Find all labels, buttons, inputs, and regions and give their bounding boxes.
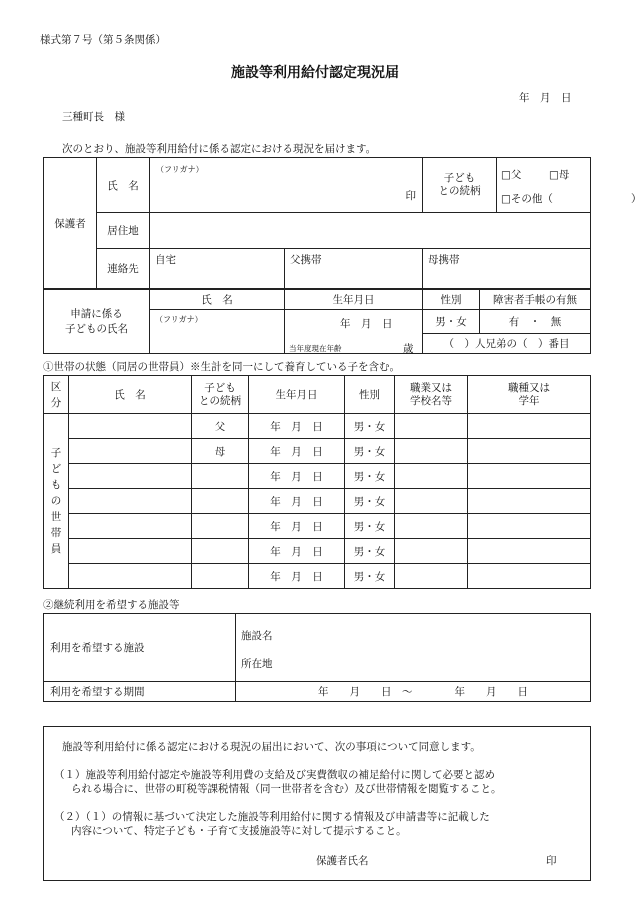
col-type-2: 学年 — [518, 394, 540, 407]
table-row — [44, 464, 591, 489]
member-name[interactable] — [69, 489, 192, 514]
child-name-header: 氏 名 — [150, 290, 285, 310]
facility-table — [43, 613, 591, 702]
child-dob-value: 年 月 日 — [340, 318, 393, 330]
member-dob[interactable]: 年 月 日 — [249, 514, 345, 539]
signer-seal: 印 — [546, 855, 557, 867]
desired-facility-field[interactable] — [236, 614, 591, 682]
member-relation[interactable] — [192, 489, 249, 514]
table-row — [44, 414, 591, 439]
child-disability-field[interactable]: 有 ・ 無 — [480, 310, 591, 334]
member-sex[interactable]: 男・女 — [345, 439, 395, 464]
member-type[interactable] — [468, 414, 591, 439]
intro-text: 次のとおり、施設等利用給付に係る認定における現況を届けます。 — [62, 143, 377, 155]
member-name[interactable] — [69, 514, 192, 539]
member-job[interactable] — [395, 489, 468, 514]
member-name[interactable] — [69, 539, 192, 564]
relation-options[interactable] — [497, 158, 642, 213]
guardian-furigana: （フリガナ） — [156, 165, 204, 174]
member-sex[interactable]: 男・女 — [345, 414, 395, 439]
relation-other-close: ） — [631, 193, 642, 205]
col-dob: 生年月日 — [249, 376, 345, 414]
guardian-section-label: 保護者 — [44, 158, 97, 289]
member-name[interactable] — [69, 464, 192, 489]
col-name: 氏 名 — [69, 376, 192, 414]
guardian-seal: 印 — [405, 190, 417, 202]
household-heading: ①世帯の状態（同居の世帯員）※生計を同一にして養育している子を含む。 — [43, 361, 400, 373]
facility-name-label: 施設名 — [241, 630, 273, 642]
mother-mobile-field[interactable] — [423, 249, 591, 289]
guardian-table — [43, 157, 642, 289]
mother-mobile-label: 母携帯 — [428, 254, 460, 266]
relation-other-checkbox[interactable]: □その他（ — [501, 193, 553, 205]
col-kubun: 区分 — [44, 376, 69, 414]
member-relation[interactable] — [192, 464, 249, 489]
contact-label: 連絡先 — [97, 249, 150, 289]
member-type[interactable] — [468, 439, 591, 464]
date-line: 年 月 日 — [519, 92, 572, 104]
household-side-label: 子どもの世帯員 — [44, 414, 69, 589]
member-dob[interactable]: 年 月 日 — [249, 489, 345, 514]
member-job[interactable] — [395, 564, 468, 589]
page-title: 施設等利用給付認定現況届 — [231, 65, 399, 81]
guardian-name-field[interactable] — [150, 158, 423, 213]
col-sex: 性別 — [345, 376, 395, 414]
home-phone-field[interactable] — [150, 249, 285, 289]
consent-item-2-line-1: （２）（１）の情報に基づいて決定した施設等利用給付に関する情報及び申請書等に記載した — [54, 811, 490, 823]
col-job-2: 学校名等 — [410, 394, 452, 407]
child-table — [43, 289, 591, 354]
table-row — [44, 564, 591, 589]
member-relation[interactable]: 母 — [192, 439, 249, 464]
member-job[interactable] — [395, 414, 468, 439]
table-row — [44, 439, 591, 464]
member-relation[interactable] — [192, 514, 249, 539]
facility-address-label: 所在地 — [241, 658, 273, 670]
member-dob[interactable]: 年 月 日 — [249, 414, 345, 439]
relation-label — [423, 158, 497, 213]
member-sex[interactable]: 男・女 — [345, 539, 395, 564]
member-relation[interactable] — [192, 564, 249, 589]
address-field[interactable] — [150, 213, 591, 249]
child-label-2: 子どもの氏名 — [65, 322, 128, 335]
member-name[interactable] — [69, 414, 192, 439]
member-name[interactable] — [69, 564, 192, 589]
col-relation — [192, 376, 249, 414]
consent-item-2-line-2: 内容について、特定子ども・子育て支援施設等に対して提示すること。 — [71, 825, 407, 837]
address-label: 居住地 — [97, 213, 150, 249]
child-sex-field[interactable]: 男・女 — [423, 310, 480, 334]
child-furigana: （フリガナ） — [155, 315, 203, 324]
child-age-label: 当年度現在年齢 — [289, 344, 342, 353]
consent-intro: 施設等利用給付に係る認定における現況の届出において、次の事項について同意します。 — [62, 741, 481, 753]
member-sex[interactable]: 男・女 — [345, 464, 395, 489]
form-number: 様式第７号（第５条関係） — [40, 34, 166, 46]
member-type[interactable] — [468, 539, 591, 564]
member-type[interactable] — [468, 489, 591, 514]
facility-heading: ②継続利用を希望する施設等 — [43, 599, 180, 611]
col-type — [468, 376, 591, 414]
child-disability-header: 障害者手帳の有無 — [480, 290, 591, 310]
child-sex-header: 性別 — [423, 290, 480, 310]
col-job-1: 職業又は — [410, 381, 452, 394]
table-row — [44, 489, 591, 514]
father-mobile-label: 父携帯 — [290, 254, 322, 266]
sibling-order-field[interactable]: （ ）人兄弟の（ ）番目 — [423, 334, 591, 354]
signer-label: 保護者氏名 — [316, 855, 369, 867]
member-type[interactable] — [468, 564, 591, 589]
col-job — [395, 376, 468, 414]
member-relation[interactable] — [192, 539, 249, 564]
child-dob-header: 生年月日 — [285, 290, 423, 310]
child-label-1: 申請に係る — [70, 307, 123, 320]
member-sex[interactable]: 男・女 — [345, 564, 395, 589]
desired-period-label: 利用を希望する期間 — [44, 682, 236, 702]
relation-mother-checkbox[interactable]: □母 — [549, 169, 570, 181]
member-name[interactable] — [69, 439, 192, 464]
home-phone-label: 自宅 — [155, 254, 176, 266]
table-row — [44, 539, 591, 564]
member-job[interactable] — [395, 439, 468, 464]
member-job[interactable] — [395, 514, 468, 539]
member-type[interactable] — [468, 514, 591, 539]
col-relation-2: との続柄 — [199, 394, 241, 407]
col-type-1: 職種又は — [508, 381, 550, 394]
household-table — [43, 375, 591, 589]
guardian-name-label: 氏 名 — [97, 158, 150, 213]
member-dob[interactable]: 年 月 日 — [249, 464, 345, 489]
relation-father-checkbox[interactable]: □父 — [501, 169, 522, 181]
member-dob[interactable]: 年 月 日 — [249, 539, 345, 564]
consent-item-1-line-1: （１）施設等利用給付認定や施設等利用費の支給及び実費徴収の補足給付に関して必要と認め — [54, 769, 495, 781]
member-dob[interactable]: 年 月 日 — [249, 439, 345, 464]
child-label — [44, 290, 150, 354]
member-relation[interactable]: 父 — [192, 414, 249, 439]
consent-box — [43, 726, 591, 881]
consent-item-1-line-2: られる場合に、世帯の町税等課税情報（同一世帯者を含む）及び世帯情報を閲覧すること。 — [71, 783, 502, 795]
relation-label-1: 子ども — [443, 172, 476, 184]
member-type[interactable] — [468, 464, 591, 489]
addressee: 三種町長 様 — [62, 111, 125, 123]
child-dob-field[interactable] — [285, 310, 423, 354]
child-name-field[interactable] — [150, 310, 285, 354]
child-age-suffix: 歳 — [403, 343, 414, 355]
member-sex[interactable]: 男・女 — [345, 514, 395, 539]
member-dob[interactable]: 年 月 日 — [249, 564, 345, 589]
col-relation-1: 子ども — [204, 381, 236, 394]
father-mobile-field[interactable] — [285, 249, 423, 289]
table-row — [44, 514, 591, 539]
relation-label-2: との続柄 — [438, 185, 481, 197]
member-job[interactable] — [395, 464, 468, 489]
desired-facility-label: 利用を希望する施設 — [44, 614, 236, 682]
desired-period-field[interactable]: 年 月 日 ～ 年 月 日 — [236, 682, 591, 702]
member-sex[interactable]: 男・女 — [345, 489, 395, 514]
member-job[interactable] — [395, 539, 468, 564]
